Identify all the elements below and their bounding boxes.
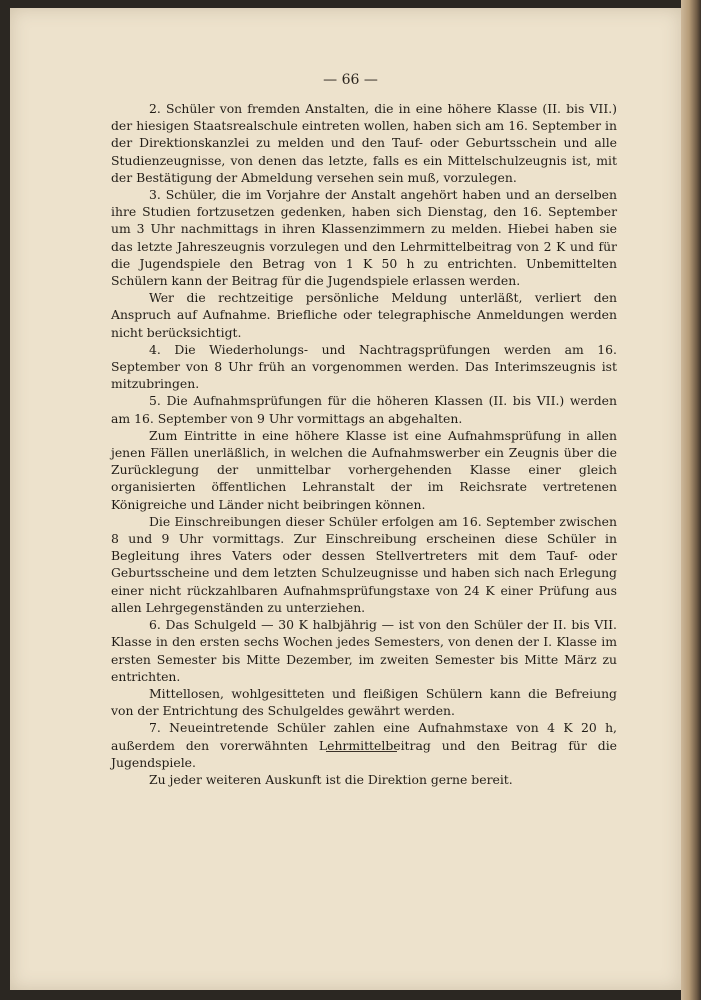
paragraph-closing: Zu jeder weiteren Auskunft ist die Direktion gerne bereit.	[149, 771, 513, 787]
page-number: — 66 —	[323, 72, 378, 88]
paragraph-7: 7. Neueintretende Schüler zahlen eine Aufnahmstaxe von 4 K 20 h, außerdem den vorerwähnten Lehrmittelbeitrag und den Beitrag für die Jugendspiele.	[111, 720, 617, 770]
paragraph-6: 6. Das Schulgeld — 30 K halbjährig — ist von den Schüler der II. bis VII. Klasse in den ersten sechs Wochen jedes Semesters, von denen der I. Klasse im ersten Semester bis Mitte Dezember, im zweiten Semester bis Mitte März zu entrichten.	[111, 617, 617, 684]
paragraph-late-registration: Wer die rechtzeitige persönliche Meldung unterläßt, verliert den Anspruch auf Aufnahme. Briefliche oder telegraphische Anmeldungen werden nicht berücksichtigt.	[111, 290, 617, 340]
paragraph-5: 5. Die Aufnahmsprüfungen für die höheren Klassen (II. bis VII.) werden am 16. September von 9 Uhr vormittags an abgehalten.	[111, 393, 617, 426]
paragraph-entrance-exam: Zum Eintritte in eine höhere Klasse ist eine Aufnahmsprüfung in allen jenen Fällen unerläßlich, in welchen die Aufnahmswerber ein Zeugnis über die Zurücklegung der unmittelbar vorhergehenden Klasse einer gleich organisierten öffentlichen Lehranstalt der im Reichsrate vertretenen Königreiche und Länder nicht beibringen können.	[111, 427, 617, 512]
page-edge	[681, 0, 701, 1000]
body-text	[111, 100, 617, 788]
paragraph-2: 2. Schüler von fremden Anstalten, die in eine höhere Klasse (II. bis VII.) der hiesigen Staatsrealschule eintreten wollen, haben sich am 16. September in der Direktionskanzlei zu melden und den Tauf- oder Geburtsschein und alle Studienzeugnisse, von denen das letzte, falls es ein Mittelschulzeugnis ist, mit der Bestätigung der Abmeldung versehen sein muß, vorzulegen.	[111, 101, 617, 185]
paragraph-3: 3. Schüler, die im Vorjahre der Anstalt angehört haben und an derselben ihre Studien fortzusetzen gedenken, haben sich Dienstag, den 16. September um 3 Uhr nachmittags in ihren Klassenzimmern zu melden. Hiebei haben sie das letzte Jahreszeugnis vorzulegen und den Lehrmittelbeitrag von 2 K und für die Jugendspiele den Betrag von 1 K 50 h zu entrichten. Unbemittelten Schülern kann der Beitrag für die Jugendspiele erlassen werden.	[111, 187, 617, 289]
closing-rule	[326, 751, 397, 752]
paragraph-fee-waiver: Mittellosen, wohlgesitteten und fleißigen Schülern kann die Befreiung von der Entrichtung des Schulgeldes gewährt werden.	[111, 685, 617, 719]
paragraph-4: 4. Die Wiederholungs- und Nachtragsprüfungen werden am 16. September von 8 Uhr früh an vorgenommen werden. Das Interimszeugnis ist mitzubringen.	[111, 341, 617, 392]
paragraph-enrollment: Die Einschreibungen dieser Schüler erfolgen am 16. September zwischen 8 und 9 Uhr vormittags. Zur Einschreibung erscheinen diese Schüler in Begleitung ihres Vaters oder dessen Stellvertreters mit dem Tauf- oder Geburtsscheine und dem letzten Schulzeugnisse und haben sich nach Erlegung einer nicht rückzahlbaren Aufnahmsprüfungstaxe von 24 K einer Prüfung aus allen Lehrgegenständen zu unterziehen.	[111, 513, 617, 615]
